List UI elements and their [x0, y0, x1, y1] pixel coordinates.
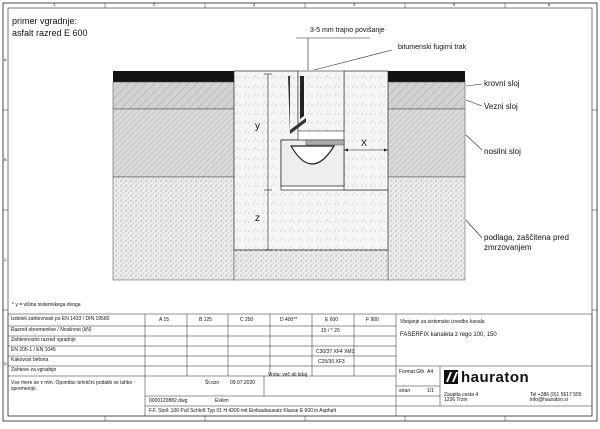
label-binder-layer: Vezni sloj — [484, 102, 518, 111]
asphalt-wearing-left — [113, 71, 234, 82]
leader-base — [466, 135, 482, 150]
class-c250: C 250 — [240, 317, 254, 323]
subgrade-left — [113, 177, 234, 280]
example-title: primer vgradnje: — [12, 16, 78, 26]
frame-row-c: C — [4, 257, 7, 262]
phone: Tel +386 (0)1 5617 555 — [530, 392, 582, 398]
dim-z-label: z — [255, 213, 260, 224]
size-value: A4 — [427, 369, 434, 375]
e600-value-2: C30/37 XF4 XM1 — [316, 349, 355, 355]
label-subgrade-2: zmrzovanjem — [484, 243, 532, 252]
e600-value-3: C25/30 XF3 — [318, 359, 345, 365]
example-subtitle: asfalt razred E 600 — [12, 28, 88, 38]
base-layer-left — [113, 109, 234, 177]
tb-row-en206: EN 206-1 / EN 1045 — [11, 347, 56, 353]
label-subgrade-1: podlaga, zaščitena pred — [484, 233, 569, 242]
tb-row-install-class: Zahtevnostni razred vgradnje — [11, 337, 76, 343]
footnote: * y = višina sistemskega dvoga — [12, 302, 81, 308]
leader-binder — [466, 100, 482, 106]
bottom-description: F.F. Stoll: 100 Pull Schloß Typ 01 H 4200 mit Einbaubausatz Klasse E 600 in Asphalt — [149, 408, 336, 414]
binder-layer-left — [113, 82, 234, 109]
frame-col-5: 5 — [453, 2, 456, 7]
sheet-value: 1/1 — [427, 388, 434, 394]
e600-value-1: 15 / * 20 — [321, 328, 340, 334]
revision-note: Vrsta: več ali kdaj — [268, 372, 307, 378]
asphalt-wearing-right — [388, 71, 465, 82]
hauraton-logo-mark — [444, 370, 458, 384]
address-line-1: Zaupita cesta 4 — [444, 392, 479, 398]
drawing-file: 0000120882.dwg — [149, 398, 188, 404]
tb-row-concrete: Kakovost betona — [11, 357, 49, 363]
dimension-top-label: 3-5 mm trajno povišanje — [310, 27, 385, 34]
class-d400: D 400** — [280, 317, 298, 323]
sheet-label: stran — [399, 388, 411, 394]
frame-row-a: A — [4, 57, 7, 62]
dim-x-label: X — [361, 138, 368, 148]
company-logo-text: hauraton — [461, 369, 530, 386]
product-name: FASERFIX kanaleta z rego 100, 150 — [400, 332, 497, 338]
drawing-no-label: Št.ozn — [205, 380, 220, 386]
binder-layer-right — [388, 82, 465, 109]
tb-row-load-class: Razred obremenitve / Nosilnost (kN) — [11, 327, 92, 333]
tb-notes: Vse mere so v mm. Opomba: tehnični podatki se lahko spremenijo. — [11, 380, 133, 392]
scale-hint: Eskim — [215, 398, 229, 404]
frame-col-2: 2 — [153, 2, 156, 7]
size-label: Format Gth — [399, 369, 425, 375]
frame-row-d: D — [4, 361, 7, 366]
drawing-date: 09.07.2020 — [230, 380, 256, 386]
subgrade-middle — [234, 250, 388, 280]
joint-tape-mark — [300, 76, 304, 119]
class-a15: A 15 — [159, 317, 170, 323]
class-f900: F 900 — [366, 317, 379, 323]
leader-joint — [314, 50, 392, 70]
grating — [306, 140, 344, 145]
frame-row-b: B — [4, 157, 7, 162]
label-base-layer: nosilni sloj — [484, 147, 521, 156]
title-block-grid — [8, 314, 592, 416]
label-wearing-layer: krovni sloj — [484, 79, 520, 88]
dim-y-label: y — [255, 121, 260, 132]
leader-wearing — [466, 84, 482, 86]
leader-subgrade — [466, 220, 482, 238]
tb-row-standard: Izdelek zahtevnosti po EN 1433 / DIN 19580 — [11, 316, 110, 322]
frame-col-6: 6 — [548, 2, 551, 7]
subgrade-right — [388, 177, 465, 280]
product-title: Vbojanje za sistemsko izvedbo kanala — [400, 319, 485, 325]
class-e600: E 600 — [325, 317, 339, 323]
tb-row-requirements: Zahteve za vgradnjo — [11, 367, 57, 373]
address-line-2: 1236 Trzin — [444, 397, 468, 403]
email: info@hauraton.si — [530, 397, 568, 403]
class-b125: B 125 — [199, 317, 213, 323]
frame-col-3: 3 — [253, 2, 256, 7]
label-joint-tape: bitumenski fugirni trak — [398, 44, 467, 51]
concrete-bedding-right — [344, 71, 388, 190]
frame-col-4: 4 — [353, 2, 356, 7]
base-layer-right — [388, 109, 465, 177]
frame-col-1: 1 — [53, 2, 56, 7]
